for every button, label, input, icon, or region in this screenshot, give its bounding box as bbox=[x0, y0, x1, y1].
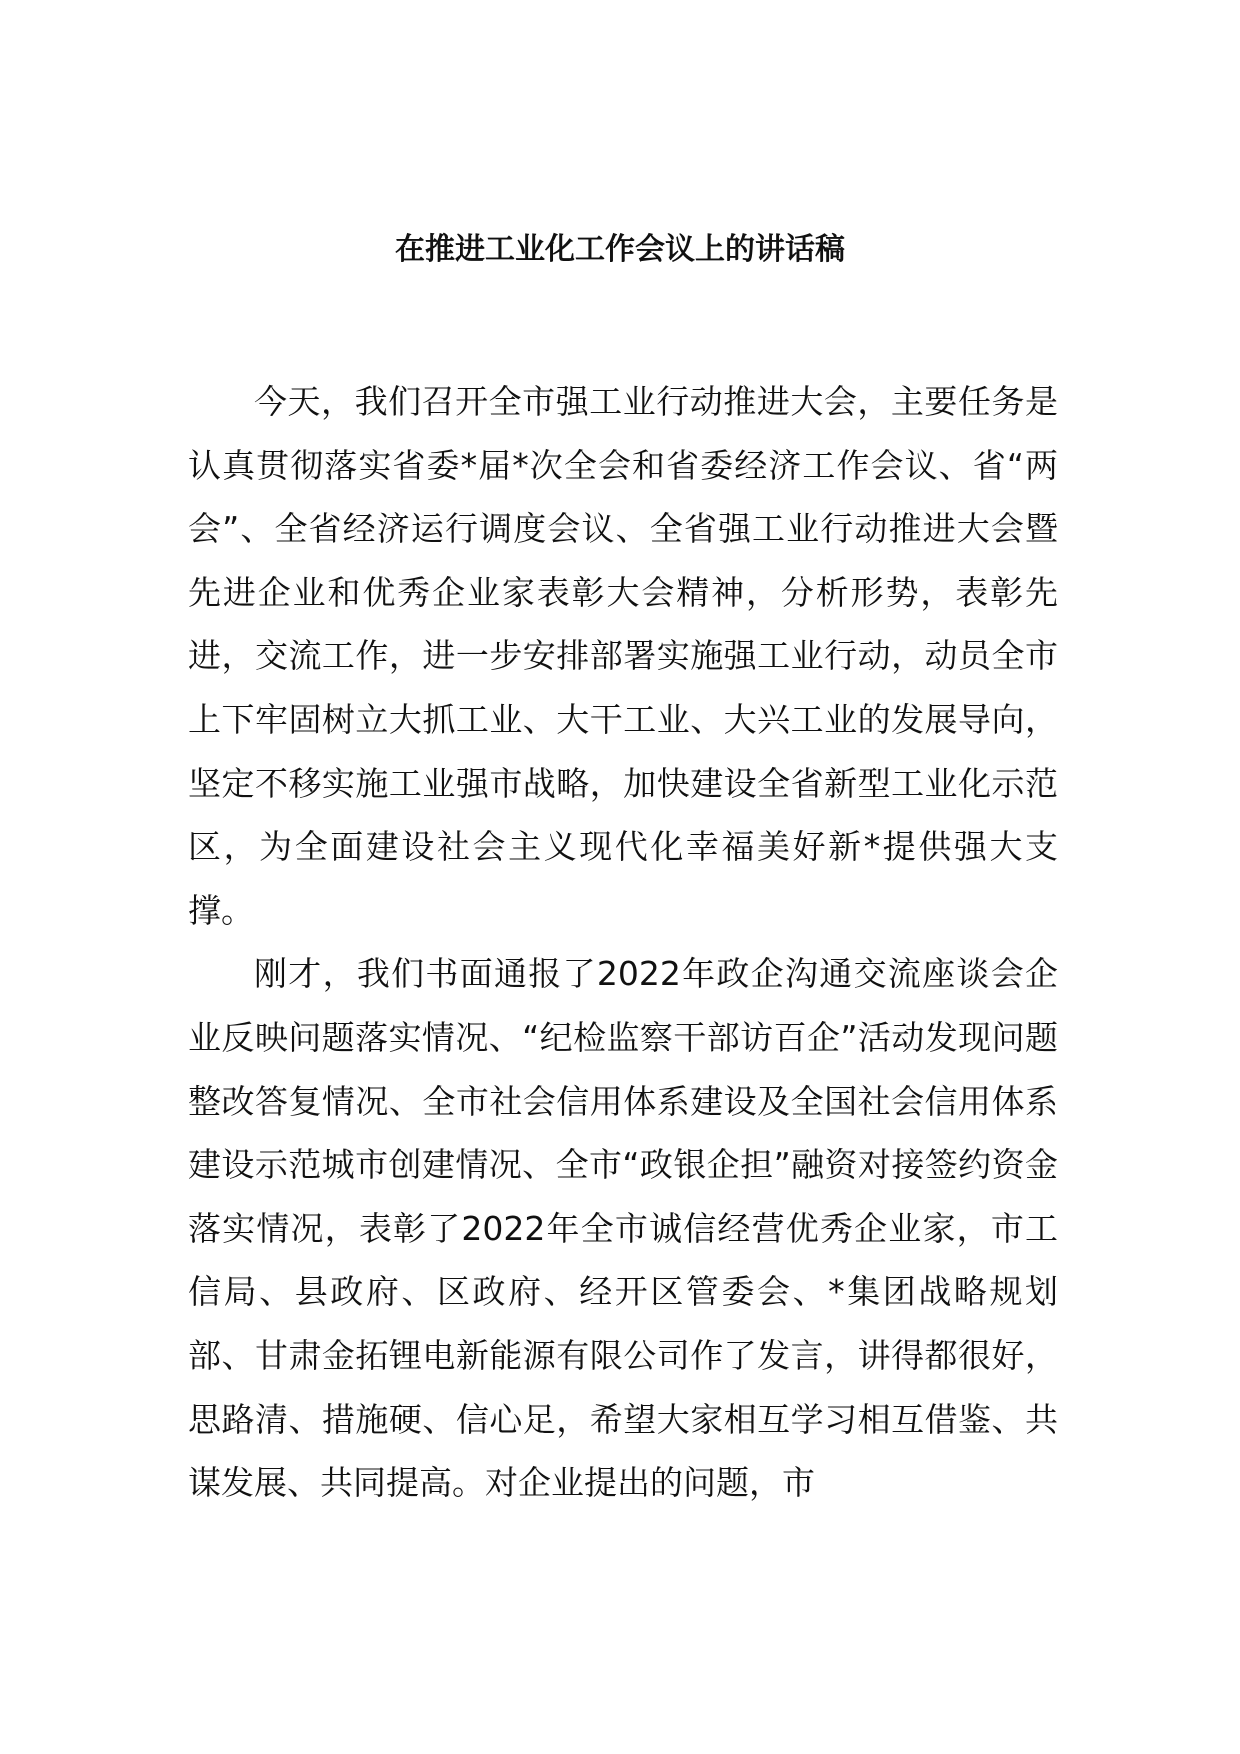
document-title: 在推进工业化工作会议上的讲话稿 bbox=[395, 232, 845, 268]
paragraph: 今天，我们召开全市强工业行动推进大会，主要任务是认真贯彻落实省委*届*次全会和省委经济工作会议、省“两会”、全省经济运行调度会议、全省强工业行动推进大会暨先进企业和优秀企业家表彰大会精神，分析形势，表彰先进，交流工作，进一步安排部署实施强工业行动，动员全市上下牢固树立大抓工业、大干工业、大兴工业的发展导向，坚定不移实施工业强市战略，加快建设全省新型工业化示范区，为全面建设社会主义现代化幸福美好新*提供强大支撑。 bbox=[188, 382, 1058, 930]
paragraph: 刚才，我们书面通报了2022年政企沟通交流座谈会企业反映问题落实情况、“纪检监察干部访百企”活动发现问题整改答复情况、全市社会信用体系建设及全国社会信用体系建设示范城市创建情况、全市“政银企担”融资对接签约资金落实情况，表彰了2022年全市诚信经营优秀企业家，市工信局、县政府、区政府、经开区管委会、*集团战略规划部、甘肃金拓锂电新能源有限公司作了发言，讲得都很好，思路清、措施硬、信心足，希望大家相互学习相互借鉴、共谋发展、共同提高。对企业提出的问题，市 bbox=[188, 954, 1058, 1503]
document-body bbox=[188, 370, 1058, 1515]
